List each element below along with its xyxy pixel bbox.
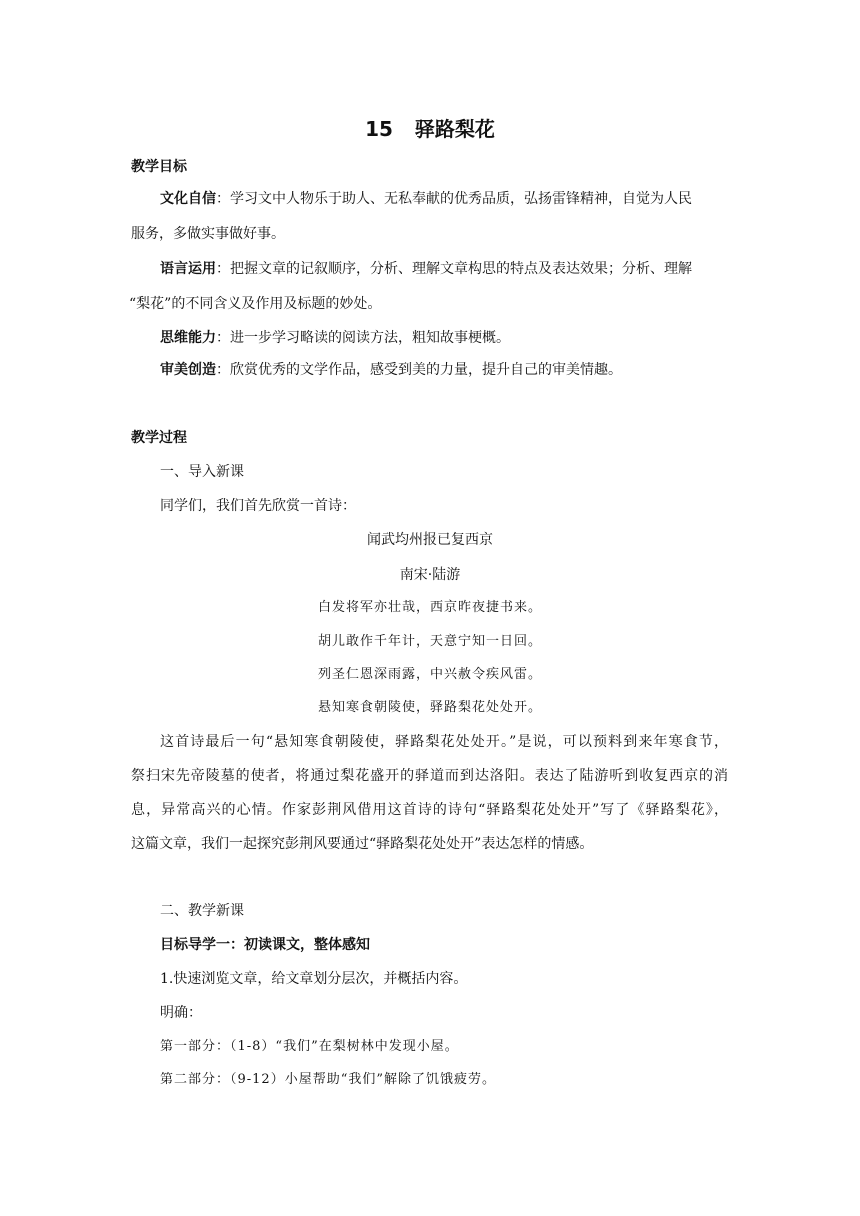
objective-language <box>160 259 692 279</box>
task-item: 1.快速浏览文章，给文章划分层次，并概括内容。 <box>160 971 468 987</box>
poem-line: 胡儿敢作千年计，天意宁知一日回。 <box>317 634 542 649</box>
objective-label: 思维能力 <box>160 330 216 346</box>
lesson-number: 15 <box>365 117 393 141</box>
objective-culture <box>160 189 692 209</box>
objective-text: ：欣赏优秀的文学作品，感受到美的力量，提升自己的审美情趣。 <box>216 362 622 378</box>
process-heading: 教学过程 <box>131 430 187 446</box>
section-heading-new-lesson: 二、教学新课 <box>160 903 244 919</box>
part-item: 第一部分：（1-8）“我们”在梨树林中发现小屋。 <box>160 1039 459 1054</box>
page-title <box>0 116 860 142</box>
poem-author: 南宋·陆游 <box>399 567 461 583</box>
poem-line: 列圣仁恩深雨露，中兴赦令疾风雷。 <box>317 667 542 682</box>
goal-heading: 目标导学一：初读课文，整体感知 <box>160 937 370 953</box>
objectives-heading: 教学目标 <box>131 159 187 175</box>
objective-text: ：进一步学习略读的阅读方法，粗知故事梗概。 <box>216 330 510 346</box>
objective-label: 文化自信 <box>160 191 216 207</box>
objective-text: ：学习文中人物乐于助人、无私奉献的优秀品质，弘扬雷锋精神，自觉为人民 <box>216 191 692 207</box>
paragraph-line: 息，异常高兴的心情。作家彭荆风借用这首诗的诗句“驿路梨花处处开”写了《驿路梨花》， <box>131 802 728 818</box>
poem-line: 悬知寒食朝陵使，驿路梨花处处开。 <box>317 700 542 715</box>
objective-continuation: 服务，多做实事做好事。 <box>131 226 285 242</box>
poem-line: 白发将军亦壮哉，西京昨夜捷书来。 <box>317 600 542 615</box>
poem-title: 闻武均州报已复西京 <box>367 532 493 548</box>
objective-aesthetic <box>160 360 622 380</box>
paragraph-line: 祭扫宋先帝陵墓的使者，将通过梨花盛开的驿道而到达洛阳。表达了陆游听到收复西京的消 <box>131 768 728 784</box>
intro-lead: 同学们，我们首先欣赏一首诗： <box>160 498 356 514</box>
paragraph-line: 这首诗最后一句“悬知寒食朝陵使，驿路梨花处处开。”是说，可以预料到来年寒食节， <box>160 734 728 750</box>
clarify-label: 明确： <box>160 1005 202 1021</box>
lesson-title: 驿路梨花 <box>414 117 495 141</box>
objective-continuation: “梨花”的不同含义及作用及标题的妙处。 <box>129 296 382 312</box>
section-heading-intro: 一、导入新课 <box>160 464 244 480</box>
objective-text: ：把握文章的记叙顺序，分析、理解文章构思的特点及表达效果；分析、理解 <box>216 261 692 277</box>
objective-label: 语言运用 <box>160 261 216 277</box>
part-item: 第二部分：（9-12）小屋帮助“我们”解除了饥饿疲劳。 <box>160 1072 496 1087</box>
objective-label: 审美创造 <box>160 362 216 378</box>
paragraph-line: 这篇文章，我们一起探究彭荆风要通过“驿路梨花处处开”表达怎样的情感。 <box>131 836 594 852</box>
objective-thinking <box>160 328 510 348</box>
